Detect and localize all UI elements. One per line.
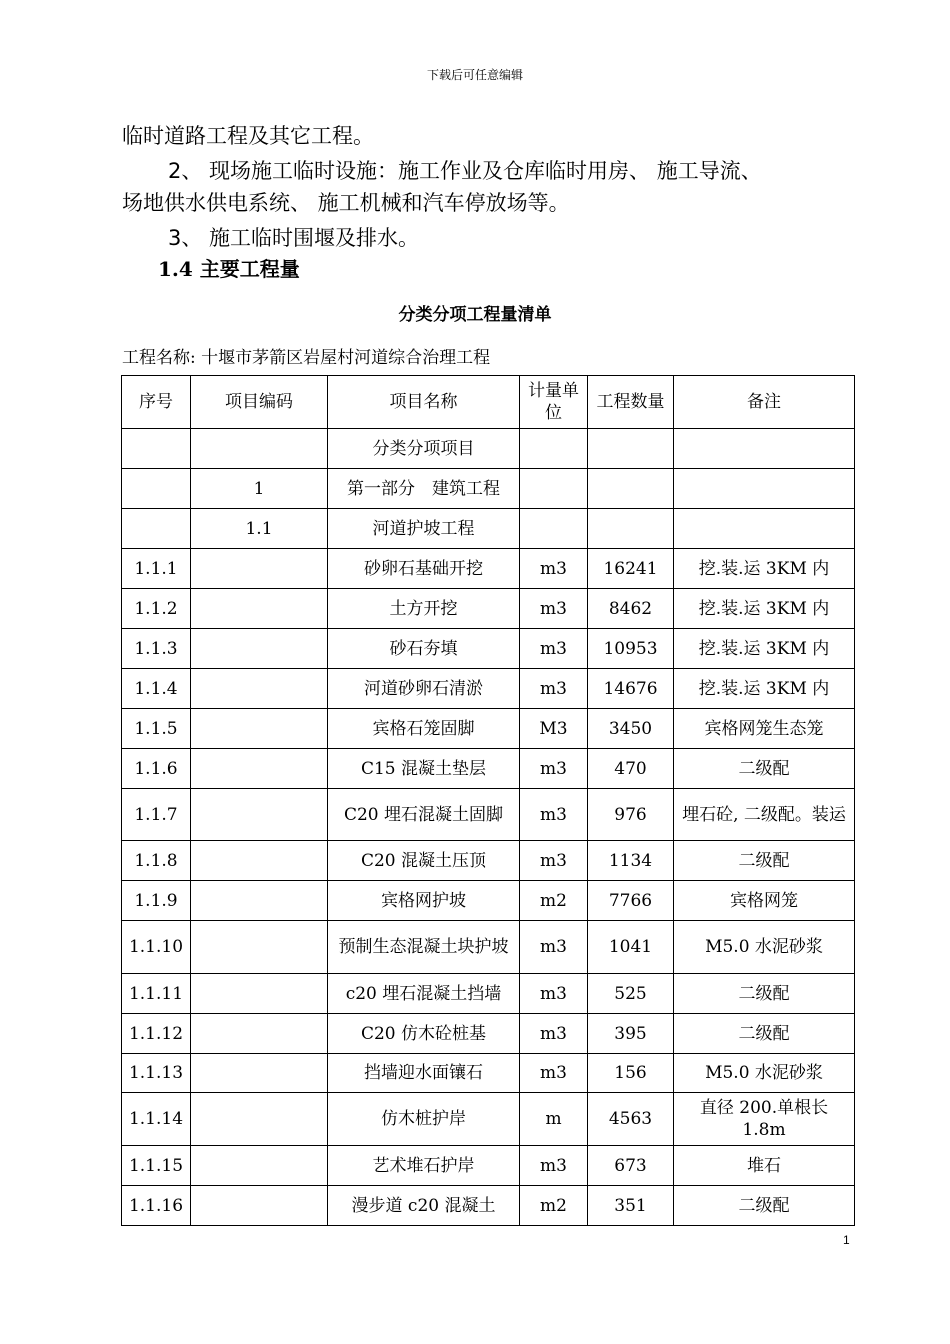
cell-remark: M5.0 水泥砂浆 — [674, 921, 855, 974]
cell-quantity: 673 — [588, 1146, 674, 1186]
cell-quantity: 1041 — [588, 921, 674, 974]
cell-unit: m2 — [520, 1186, 588, 1226]
cell-unit: m3 — [520, 921, 588, 974]
cell-item-name: C20 埋石混凝土固脚 — [328, 789, 520, 841]
cell-code — [191, 1186, 328, 1226]
header-cell: 项目编码 — [191, 376, 328, 429]
section-heading: 1.4 主要工程量 — [158, 257, 300, 281]
cell-quantity: 156 — [588, 1054, 674, 1093]
cell-quantity: 7766 — [588, 881, 674, 921]
table-row — [122, 509, 855, 549]
cell-code — [191, 629, 328, 669]
cell-unit: m2 — [520, 881, 588, 921]
cell-code — [191, 881, 328, 921]
header-cell: 工程数量 — [588, 376, 674, 429]
cell-quantity: 976 — [588, 789, 674, 841]
cell-remark: 二级配 — [674, 974, 855, 1014]
cell-quantity: 14676 — [588, 669, 674, 709]
cell-seq: 1.1.11 — [122, 974, 191, 1014]
cell-code — [191, 841, 328, 881]
table-row — [122, 789, 855, 841]
cell-unit — [520, 469, 588, 509]
table-row — [122, 429, 855, 469]
cell-remark — [674, 429, 855, 469]
cell-item-name: C20 仿木砼桩基 — [328, 1014, 520, 1054]
cell-item-name: 宾格石笼固脚 — [328, 709, 520, 749]
cell-item-name: 河道护坡工程 — [328, 509, 520, 549]
cell-seq — [122, 509, 191, 549]
cell-quantity: 351 — [588, 1186, 674, 1226]
cell-code — [191, 549, 328, 589]
cell-seq: 1.1.16 — [122, 1186, 191, 1226]
cell-seq: 1.1.1 — [122, 549, 191, 589]
table-row — [122, 1186, 855, 1226]
cell-seq: 1.1.4 — [122, 669, 191, 709]
cell-seq: 1.1.12 — [122, 1014, 191, 1054]
cell-remark: 宾格网笼生态笼 — [674, 709, 855, 749]
table-row — [122, 709, 855, 749]
table-row — [122, 974, 855, 1014]
cell-quantity: 525 — [588, 974, 674, 1014]
cell-code — [191, 974, 328, 1014]
cell-remark: 二级配 — [674, 841, 855, 881]
paragraph-item-2: 2、 现场施工临时设施：施工作业及仓库临时用房、 施工导流、 — [168, 159, 762, 183]
table-title: 分类分项工程量清单 — [398, 305, 552, 325]
table-header-row — [122, 376, 855, 429]
cell-unit: m3 — [520, 974, 588, 1014]
cell-code — [191, 1093, 328, 1146]
cell-item-name: 艺术堆石护岸 — [328, 1146, 520, 1186]
table-row — [122, 549, 855, 589]
cell-remark: 埋石砼, 二级配。装运 — [674, 789, 855, 841]
cell-code — [191, 429, 328, 469]
cell-unit: m3 — [520, 1014, 588, 1054]
cell-unit: m3 — [520, 589, 588, 629]
cell-unit: m3 — [520, 789, 588, 841]
cell-unit — [520, 509, 588, 549]
table-row — [122, 629, 855, 669]
cell-quantity: 16241 — [588, 549, 674, 589]
cell-quantity: 470 — [588, 749, 674, 789]
cell-unit: m3 — [520, 841, 588, 881]
cell-remark: M5.0 水泥砂浆 — [674, 1054, 855, 1093]
cell-remark: 二级配 — [674, 1014, 855, 1054]
cell-remark — [674, 509, 855, 549]
cell-code — [191, 921, 328, 974]
cell-item-name: C15 混凝土垫层 — [328, 749, 520, 789]
cell-code: 1.1 — [191, 509, 328, 549]
table-row — [122, 589, 855, 629]
cell-quantity: 395 — [588, 1014, 674, 1054]
table-row — [122, 1054, 855, 1093]
cell-item-name: C20 混凝土压顶 — [328, 841, 520, 881]
cell-remark: 二级配 — [674, 749, 855, 789]
table-row — [122, 1093, 855, 1146]
cell-item-name: 仿木桩护岸 — [328, 1093, 520, 1146]
header-cell: 计量单位 — [520, 376, 588, 429]
table-row — [122, 669, 855, 709]
cell-item-name: 河道砂卵石清淤 — [328, 669, 520, 709]
cell-item-name: c20 埋石混凝土挡墙 — [328, 974, 520, 1014]
header-cell: 项目名称 — [328, 376, 520, 429]
cell-unit: m — [520, 1093, 588, 1146]
paragraph-item-3: 3、 施工临时围堰及排水。 — [168, 226, 420, 250]
cell-code — [191, 589, 328, 629]
cell-quantity — [588, 429, 674, 469]
table-row — [122, 841, 855, 881]
cell-item-name: 漫步道 c20 混凝土 — [328, 1186, 520, 1226]
project-name: 工程名称: 十堰市茅箭区岩屋村河道综合治理工程 — [122, 348, 491, 368]
cell-quantity: 1134 — [588, 841, 674, 881]
cell-unit: m3 — [520, 749, 588, 789]
cell-code — [191, 669, 328, 709]
header-cell: 序号 — [122, 376, 191, 429]
cell-unit — [520, 429, 588, 469]
cell-seq: 1.1.2 — [122, 589, 191, 629]
cell-remark: 挖.装.运 3KM 内 — [674, 549, 855, 589]
cell-remark: 宾格网笼 — [674, 881, 855, 921]
cell-unit: m3 — [520, 629, 588, 669]
table-row — [122, 1146, 855, 1186]
cell-quantity — [588, 469, 674, 509]
cell-unit: M3 — [520, 709, 588, 749]
cell-seq — [122, 469, 191, 509]
table-row — [122, 469, 855, 509]
cell-code — [191, 789, 328, 841]
cell-seq: 1.1.10 — [122, 921, 191, 974]
cell-remark: 二级配 — [674, 1186, 855, 1226]
cell-item-name: 分类分项项目 — [328, 429, 520, 469]
paragraph-item-2-cont: 场地供水供电系统、 施工机械和汽车停放场等。 — [122, 191, 570, 215]
cell-code: 1 — [191, 469, 328, 509]
cell-seq: 1.1.9 — [122, 881, 191, 921]
cell-remark — [674, 469, 855, 509]
cell-item-name: 第一部分 建筑工程 — [328, 469, 520, 509]
cell-unit: m3 — [520, 1054, 588, 1093]
cell-remark: 挖.装.运 3KM 内 — [674, 629, 855, 669]
cell-seq: 1.1.13 — [122, 1054, 191, 1093]
cell-item-name: 预制生态混凝土块护坡 — [328, 921, 520, 974]
quantity-table — [121, 375, 855, 1226]
page-number: 1 — [843, 1233, 850, 1247]
header-note: 下载后可任意编辑 — [426, 68, 523, 82]
cell-item-name: 宾格网护坡 — [328, 881, 520, 921]
cell-seq: 1.1.8 — [122, 841, 191, 881]
cell-quantity: 8462 — [588, 589, 674, 629]
cell-quantity — [588, 509, 674, 549]
cell-quantity: 3450 — [588, 709, 674, 749]
cell-code — [191, 1014, 328, 1054]
cell-item-name: 砂卵石基础开挖 — [328, 549, 520, 589]
cell-code — [191, 709, 328, 749]
paragraph-temp-roads: 临时道路工程及其它工程。 — [122, 124, 374, 148]
cell-seq: 1.1.3 — [122, 629, 191, 669]
cell-remark: 堆石 — [674, 1146, 855, 1186]
cell-seq: 1.1.6 — [122, 749, 191, 789]
table-row — [122, 1014, 855, 1054]
cell-quantity: 4563 — [588, 1093, 674, 1146]
cell-seq: 1.1.14 — [122, 1093, 191, 1146]
cell-remark: 直径 200.单根长 1.8m — [674, 1093, 855, 1146]
cell-quantity: 10953 — [588, 629, 674, 669]
table-row — [122, 881, 855, 921]
cell-seq: 1.1.7 — [122, 789, 191, 841]
cell-unit: m3 — [520, 549, 588, 589]
cell-remark: 挖.装.运 3KM 内 — [674, 589, 855, 629]
header-cell: 备注 — [674, 376, 855, 429]
cell-code — [191, 1146, 328, 1186]
cell-item-name: 挡墙迎水面镶石 — [328, 1054, 520, 1093]
cell-remark: 挖.装.运 3KM 内 — [674, 669, 855, 709]
table-row — [122, 749, 855, 789]
cell-code — [191, 749, 328, 789]
cell-code — [191, 1054, 328, 1093]
cell-seq — [122, 429, 191, 469]
cell-unit: m3 — [520, 669, 588, 709]
table-row — [122, 921, 855, 974]
cell-seq: 1.1.5 — [122, 709, 191, 749]
cell-seq: 1.1.15 — [122, 1146, 191, 1186]
cell-item-name: 土方开挖 — [328, 589, 520, 629]
cell-item-name: 砂石夯填 — [328, 629, 520, 669]
cell-unit: m3 — [520, 1146, 588, 1186]
